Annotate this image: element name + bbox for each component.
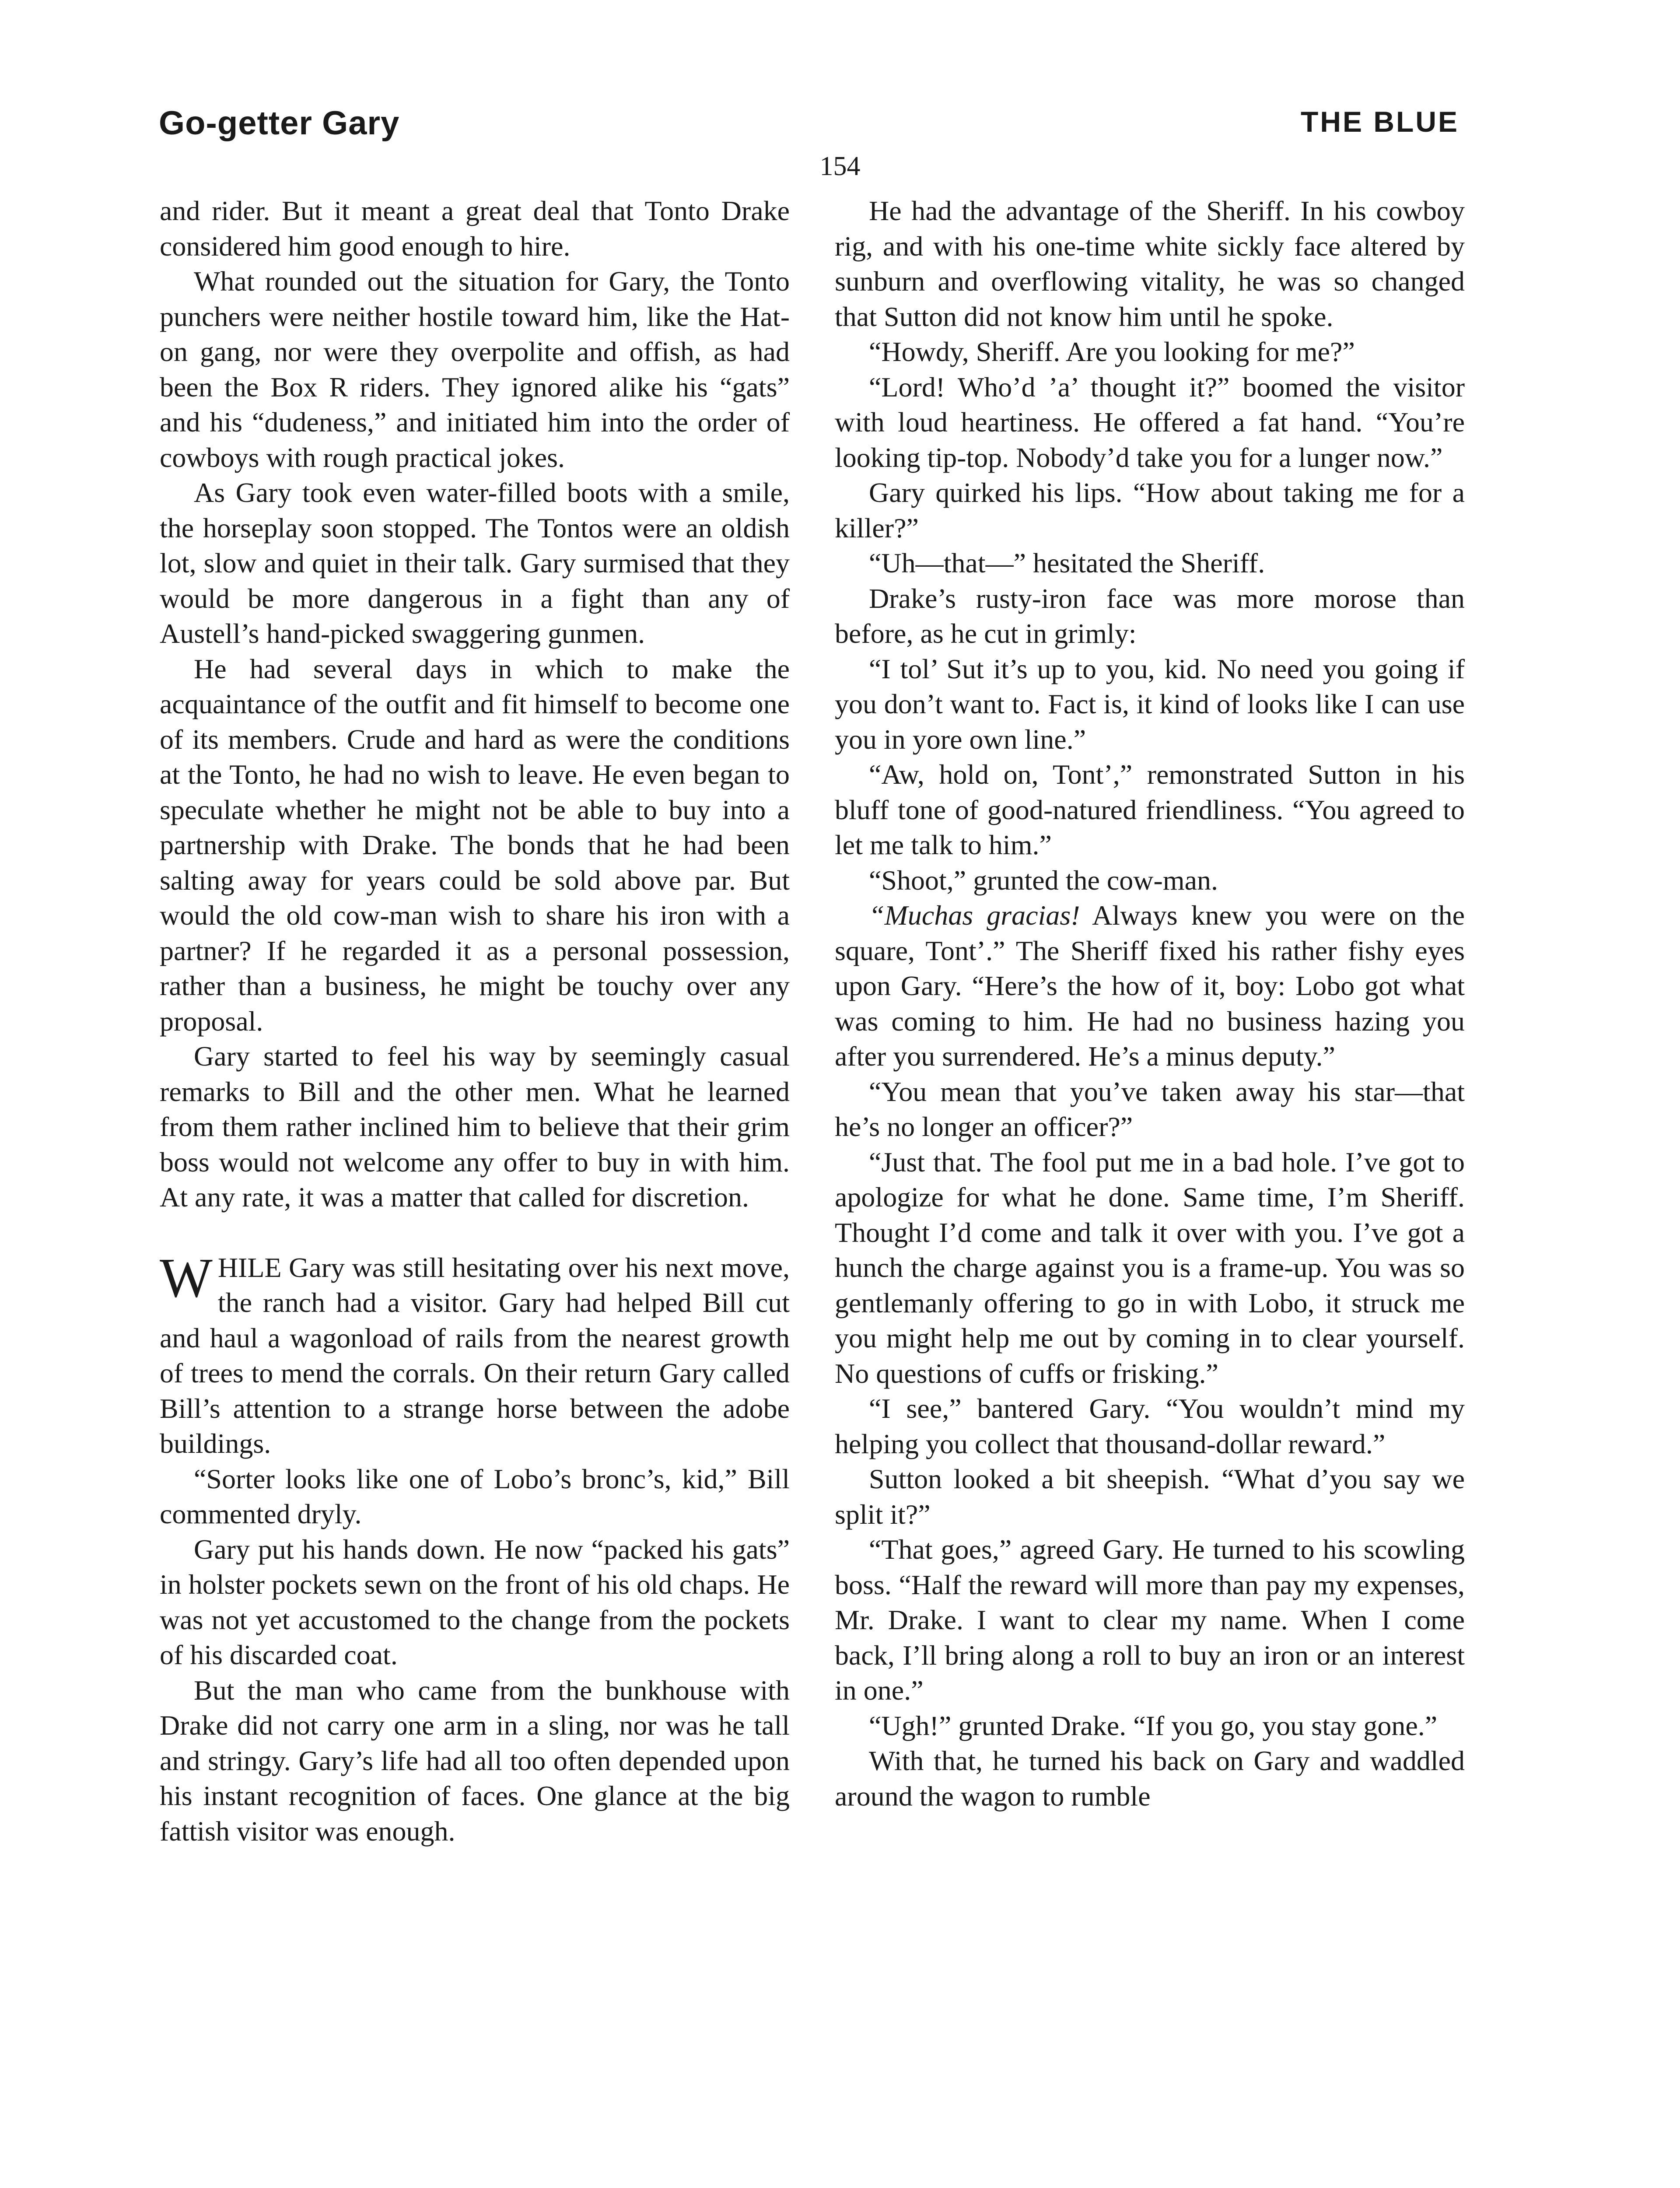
drop-cap: W: [160, 1246, 213, 1309]
paragraph: “I see,” bantered Gary. “You wouldn’t mind my helping you collect that thousand-dollar reward.”: [835, 1393, 1465, 1459]
page-number: 154: [819, 151, 861, 181]
paragraph: “Uh—that—” hesitated the Sheriff.: [869, 547, 1265, 579]
paragraph: What rounded out the situation for Gary, the Tonto punchers were neither hostile toward him, like the Hat-on gang, nor were they overpolite and offish, as had been the Box R riders. They ignored alike his “gats” and his “dudeness,” and initiated him into the order of cowboys with rough practical jokes.: [160, 266, 790, 473]
paragraph: As Gary took even water-filled boots with a smile, the horseplay soon stopped. The Tontos were an oldish lot, slow and quiet in their talk. Gary surmised that they would be more dangerous in a fight than any of Austell’s hand-picked swaggering gunmen.: [160, 477, 790, 649]
paragraph: “That goes,” agreed Gary. He turned to his scowling boss. “Half the reward will more than pay my expenses, Mr. Drake. I want to clear my name. When I come back, I’ll bring along a roll to buy an iron or an interest in one.”: [835, 1534, 1465, 1706]
paragraph: “Howdy, Sheriff. Are you looking for me?”: [869, 336, 1355, 367]
magazine-title: THE BLUE: [1301, 105, 1459, 138]
paragraph: But the man who came from the bunkhouse with Drake did not carry one arm in a sling, nor was he tall and stringy. Gary’s life had all too often depended upon his instant recognition of faces. One glance at the big fattish visitor was enough.: [160, 1674, 790, 1847]
paragraph: He had several days in which to make the acquaintance of the outfit and fit himself to become one of its members. Crude and hard as were the conditions at the Tonto, he had no wish to leave. He even began to speculate whether he might not be able to buy into a partnership with Drake. The bonds that he had been salting away for years could be sold above par. But would the old cow-man wish to share his iron with a partner? If he regarded it as a personal possession, rather than a business, he might be touchy over any proposal.: [160, 653, 790, 1037]
paragraph: Gary quirked his lips. “How about taking me for a killer?”: [835, 477, 1465, 543]
paragraph: With that, he turned his back on Gary and waddled around the wagon to rumble: [835, 1745, 1465, 1812]
paragraph: “Just that. The fool put me in a bad hole. I’ve got to apologize for what he done. Same time, I’m Sheriff. Thought I’d come and talk it over with you. I’ve got a hunch the charge against you is a frame-up. You was so gentlemanly offering to go in with Lobo, it struck me you might help me out by coming in to clear yourself. No questions of cuffs or frisking.”: [835, 1146, 1465, 1389]
paragraph: “Lord! Who’d ’a’ thought it?” boomed the visitor with loud heartiness. He offered a fat hand. “You’re looking tip-top. Nobody’d take you for a lunger now.”: [835, 371, 1465, 473]
paragraph: “Ugh!” grunted Drake. “If you go, you stay gone.”: [869, 1710, 1438, 1741]
paragraph: He had the advantage of the Sheriff. In his cowboy rig, and with his one-time white sickly face altered by sunburn and overflowing vitality, he was so changed that Sutton did not know him until he spoke.: [835, 195, 1465, 332]
italic-phrase: “Muchas gracias!: [869, 900, 1080, 931]
paragraph: Drake’s rusty-iron face was more morose than before, as he cut in grimly:: [835, 582, 1465, 649]
paragraph: Sutton looked a bit sheepish. “What d’you say we split it?”: [835, 1463, 1465, 1530]
paragraph: Gary started to feel his way by seemingly casual remarks to Bill and the other men. What he learned from them rather inclined him to believe that their grim boss would not welcome any offer to buy in with him. At any rate, it was a matter that called for discretion.: [160, 1041, 790, 1213]
paragraph: and rider. But it meant a great deal that Tonto Drake considered him good enough to hire.: [160, 195, 790, 262]
paragraph-text: Always knew you were on the square, Tont’.” The Sheriff fixed his rather fishy eyes upon Gary. “Here’s the how of it, boy: Lobo got what was coming to him. He had no business hazing you after you surrendered. He’s a minus deputy.”: [835, 900, 1465, 1072]
paragraph: “Shoot,” grunted the cow-man.: [869, 864, 1218, 896]
paragraph-text: HILE Gary was still hesitating over his next move, the ranch had a visitor. Gary had helped Bill cut and haul a wagonload of rails from the nearest growth of trees to mend the corrals. On their return Gary called Bill’s attention to a strange horse between the adobe buildings.: [160, 1252, 790, 1459]
paragraph: “Aw, hold on, Tont’,” remonstrated Sutton in his bluff tone of good-natured friendliness. “You agreed to let me talk to him.”: [835, 759, 1465, 860]
left-column: [160, 193, 790, 1849]
paragraph: “I tol’ Sut it’s up to you, kid. No need you going if you don’t want to. Fact is, it kind of looks like I can use you in yore own line.”: [835, 653, 1465, 755]
paragraph: “Sorter looks like one of Lobo’s bronc’s, kid,” Bill commented dryly.: [160, 1463, 790, 1529]
right-column: [835, 193, 1465, 1814]
paragraph: “You mean that you’ve taken away his star—that he’s no longer an officer?”: [835, 1076, 1465, 1142]
paragraph: Gary put his hands down. He now “packed his gats” in holster pockets sewn on the front of his old chaps. He was not yet accustomed to the change from the pockets of his discarded coat.: [160, 1533, 790, 1670]
section-start-paragraph: [160, 1246, 790, 1462]
story-title: Go-getter Gary: [159, 105, 400, 142]
paragraph: [835, 898, 1465, 1074]
